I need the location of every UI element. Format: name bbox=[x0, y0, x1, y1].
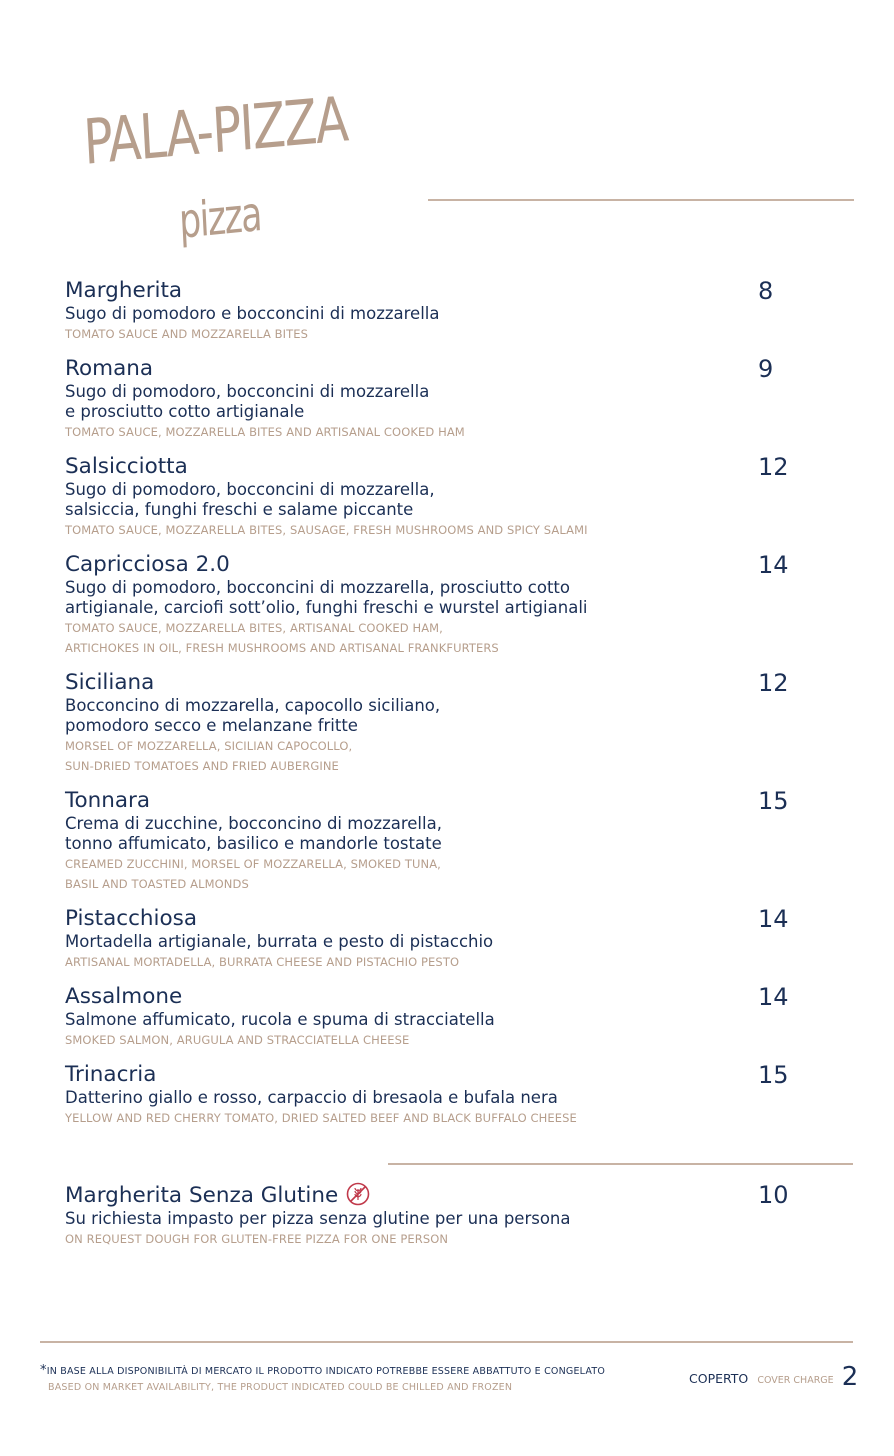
menu-item bbox=[65, 356, 825, 442]
translation-line: ARTISANAL MORTADELLA, BURRATA CHEESE AND PISTACHIO PESTO bbox=[65, 955, 460, 969]
item-description bbox=[65, 696, 825, 736]
translation-line: TOMATO SAUCE, MOZZARELLA BITES, SAUSAGE, FRESH MUSHROOMS AND SPICY SALAMI bbox=[65, 523, 588, 537]
item-translation bbox=[65, 422, 825, 442]
item-price: 14 bbox=[758, 983, 789, 1011]
menu-item bbox=[65, 454, 825, 540]
description-line: Sugo di pomodoro, bocconcini di mozzarella, prosciutto cotto bbox=[65, 578, 570, 597]
brand-title: PALA-PIZZA bbox=[81, 82, 349, 179]
item-translation bbox=[65, 736, 825, 776]
description-line: Sugo di pomodoro e bocconcini di mozzarella bbox=[65, 304, 440, 323]
translation-line: TOMATO SAUCE AND MOZZARELLA BITES bbox=[65, 327, 309, 341]
translation-line: TOMATO SAUCE, MOZZARELLA BITES, ARTISANAL COOKED HAM, bbox=[65, 621, 443, 635]
footnote-italian bbox=[40, 1363, 605, 1378]
menu-item bbox=[65, 278, 825, 344]
cover-charge-price: 2 bbox=[841, 1362, 859, 1392]
item-description bbox=[65, 1088, 825, 1108]
translation-line: SMOKED SALMON, ARUGULA AND STRACCIATELLA CHEESE bbox=[65, 1033, 410, 1047]
item-translation: ON REQUEST DOUGH FOR GLUTEN-FREE PIZZA FOR ONE PERSON bbox=[65, 1232, 449, 1246]
item-description bbox=[65, 480, 825, 520]
description-line: Datterino giallo e rosso, carpaccio di bresaola e bufala nera bbox=[65, 1088, 558, 1107]
item-name: Salsicciotta bbox=[65, 454, 188, 479]
footnote-italian-text: IN BASE ALLA DISPONIBILITÀ DI MERCATO IL PRODOTTO INDICATO POTREBBE ESSERE ABBATTUTO E CONGELATO bbox=[46, 1366, 606, 1377]
item-description bbox=[65, 814, 825, 854]
item-price: 10 bbox=[758, 1181, 789, 1209]
description-line: salsiccia, funghi freschi e salame piccante bbox=[65, 500, 414, 519]
description-line: Crema di zucchine, bocconcino di mozzarella, bbox=[65, 814, 442, 833]
item-name: Margherita bbox=[65, 278, 183, 303]
translation-line: BASIL AND TOASTED ALMONDS bbox=[65, 877, 249, 891]
description-line: Salmone affumicato, rucola e spuma di stracciatella bbox=[65, 1010, 495, 1029]
item-price: 9 bbox=[758, 355, 774, 383]
menu-list bbox=[65, 278, 825, 1140]
item-name: Trinacria bbox=[65, 1062, 157, 1087]
item-translation bbox=[65, 520, 825, 540]
menu-item bbox=[65, 984, 825, 1050]
menu-item-gluten-free bbox=[65, 1182, 825, 1249]
menu-item bbox=[65, 670, 825, 776]
menu-item bbox=[65, 788, 825, 894]
item-name: Capricciosa 2.0 bbox=[65, 552, 230, 577]
footnote-asterisk: * bbox=[40, 1363, 47, 1378]
description-line: tonno affumicato, basilico e mandorle tostate bbox=[65, 834, 442, 853]
item-price: 12 bbox=[758, 453, 789, 481]
item-translation bbox=[65, 854, 825, 894]
item-description: Su richiesta impasto per pizza senza glutine per una persona bbox=[65, 1209, 571, 1228]
item-name-text: Margherita Senza Glutine bbox=[65, 1183, 339, 1208]
cover-charge-label: COPERTO bbox=[689, 1371, 749, 1386]
item-translation bbox=[65, 952, 825, 972]
item-translation bbox=[65, 1108, 825, 1128]
gluten-free-icon bbox=[346, 1182, 370, 1206]
divider-bottom bbox=[40, 1341, 853, 1343]
translation-line: CREAMED ZUCCHINI, MORSEL OF MOZZARELLA, SMOKED TUNA, bbox=[65, 857, 441, 871]
description-line: pomodoro secco e melanzane fritte bbox=[65, 716, 358, 735]
translation-line: YELLOW AND RED CHERRY TOMATO, DRIED SALTED BEEF AND BLACK BUFFALO CHEESE bbox=[65, 1111, 577, 1125]
item-name: Romana bbox=[65, 356, 154, 381]
description-line: Mortadella artigianale, burrata e pesto di pistacchio bbox=[65, 932, 494, 951]
description-line: Sugo di pomodoro, bocconcini di mozzarella bbox=[65, 382, 430, 401]
translation-line: SUN-DRIED TOMATOES AND FRIED AUBERGINE bbox=[65, 759, 339, 773]
item-price: 15 bbox=[758, 1061, 789, 1089]
item-price: 12 bbox=[758, 669, 789, 697]
item-name: Pistacchiosa bbox=[65, 906, 198, 931]
item-description bbox=[65, 1010, 825, 1030]
item-name bbox=[65, 1182, 825, 1209]
item-name: Assalmone bbox=[65, 984, 183, 1009]
item-name: Tonnara bbox=[65, 788, 151, 813]
menu-item bbox=[65, 1062, 825, 1128]
item-description bbox=[65, 304, 825, 324]
description-line: e prosciutto cotto artigianale bbox=[65, 402, 305, 421]
menu-item bbox=[65, 906, 825, 972]
footnote-english: BASED ON MARKET AVAILABILITY, THE PRODUCT INDICATED COULD BE CHILLED AND FROZEN bbox=[48, 1382, 513, 1393]
description-line: Sugo di pomodoro, bocconcini di mozzarella, bbox=[65, 480, 435, 499]
divider-top bbox=[428, 199, 854, 201]
item-translation bbox=[65, 324, 825, 344]
item-translation bbox=[65, 1030, 825, 1050]
item-description bbox=[65, 578, 825, 618]
section-title: pizza bbox=[177, 186, 263, 250]
description-line: artigianale, carciofi sott’olio, funghi freschi e wurstel artigianali bbox=[65, 598, 588, 617]
menu-item bbox=[65, 552, 825, 658]
item-name: Siciliana bbox=[65, 670, 155, 695]
description-line: Bocconcino di mozzarella, capocollo siciliano, bbox=[65, 696, 441, 715]
item-translation bbox=[65, 618, 825, 658]
item-description bbox=[65, 382, 825, 422]
cover-charge bbox=[689, 1362, 858, 1392]
translation-line: TOMATO SAUCE, MOZZARELLA BITES AND ARTISANAL COOKED HAM bbox=[65, 425, 465, 439]
cover-charge-translation: COVER CHARGE bbox=[757, 1375, 834, 1386]
item-price: 8 bbox=[758, 277, 774, 305]
translation-line: MORSEL OF MOZZARELLA, SICILIAN CAPOCOLLO, bbox=[65, 739, 353, 753]
item-price: 14 bbox=[758, 551, 789, 579]
item-price: 14 bbox=[758, 905, 789, 933]
divider-middle bbox=[388, 1163, 853, 1165]
translation-line: ARTICHOKES IN OIL, FRESH MUSHROOMS AND ARTISANAL FRANKFURTERS bbox=[65, 641, 499, 655]
item-price: 15 bbox=[758, 787, 789, 815]
item-description bbox=[65, 932, 825, 952]
